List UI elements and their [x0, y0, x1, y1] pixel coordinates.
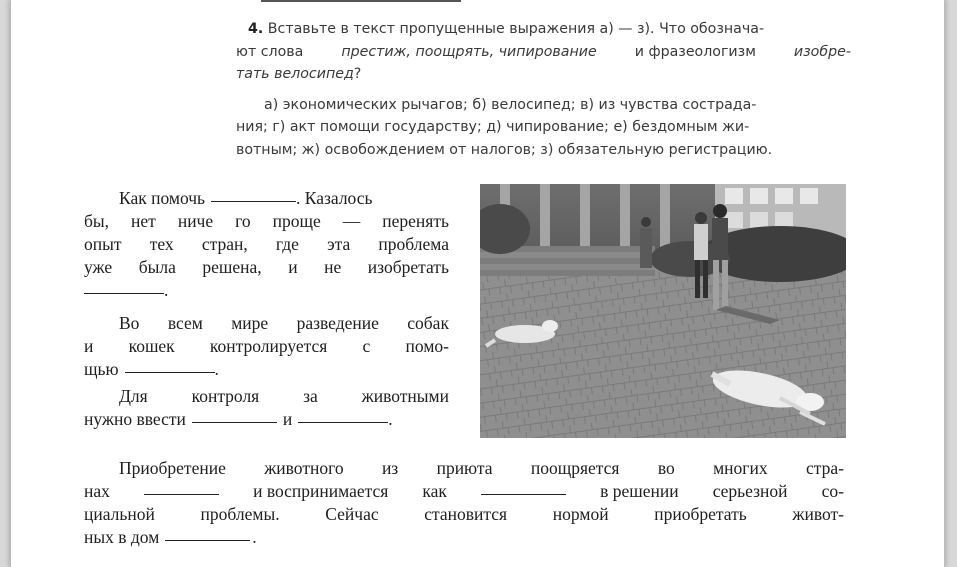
task-number: 4.: [248, 21, 264, 37]
text-line: и кошек контролируется с помо-: [84, 336, 449, 356]
stray-dogs-photo: [480, 184, 846, 438]
answer-line: а) экономических рычагов; б) велосипед; в) из чувства сострада-: [264, 96, 757, 113]
text-line: нах и воспринимается как в решении серьезной со-: [84, 481, 844, 501]
task-line1-text: Вставьте в текст пропущенные выражения а) — з). Что обознача-: [267, 21, 765, 37]
blank-field[interactable]: [481, 480, 566, 495]
text-line: опыт тех стран, где эта проблема: [84, 234, 449, 254]
blank-field[interactable]: [165, 526, 250, 541]
text-line: уже была решена, и не изобретать: [84, 257, 449, 277]
top-rule: [261, 0, 461, 2]
answer-line: ния; г) акт помощи государству; д) чипирование; е) бездомным жи-: [236, 119, 750, 135]
textbook-page: [10, 0, 945, 567]
task-keywords: престиж, поощрять, чипирование: [341, 43, 597, 60]
blank-field[interactable]: [192, 408, 277, 423]
blank-field[interactable]: [144, 480, 219, 495]
task-line-2: ют слова престиж, поощрять, чипирование и фразеологизм изобре-: [236, 41, 851, 64]
task-line-1: [236, 18, 851, 41]
answer-options: [236, 94, 851, 162]
exercise-text-bottom: [84, 457, 844, 549]
text-line: нужно ввести и .: [84, 409, 393, 429]
exercise-text-left: [84, 187, 449, 431]
text-line: Для контроля за животными: [119, 386, 449, 406]
blank-field[interactable]: [84, 279, 164, 294]
text-line: .: [84, 279, 449, 302]
text-line: циальной проблемы. Сейчас становится нормой приобретать живот-: [84, 504, 844, 524]
task-block: [236, 18, 851, 161]
text-line: ных в дом .: [84, 527, 257, 547]
text-line: бы, нет ниче го проще — перенять: [84, 211, 449, 231]
blank-field[interactable]: [211, 187, 296, 202]
text-line: Приобретение животного из приюта поощряется во многих стра-: [119, 458, 844, 478]
blank-field[interactable]: [298, 408, 388, 423]
text-line: Во всем мире разведение собак: [119, 313, 449, 333]
photo-illustration: [480, 184, 846, 438]
answer-line: вотным; ж) освобождением от налогов; з) обязательную регистрацию.: [236, 141, 773, 158]
text-line: Как помочь . Казалось: [119, 188, 373, 208]
task-line-3: тать велосипед?: [236, 66, 362, 82]
blank-field[interactable]: [125, 358, 215, 373]
text-line: щью .: [84, 359, 219, 379]
